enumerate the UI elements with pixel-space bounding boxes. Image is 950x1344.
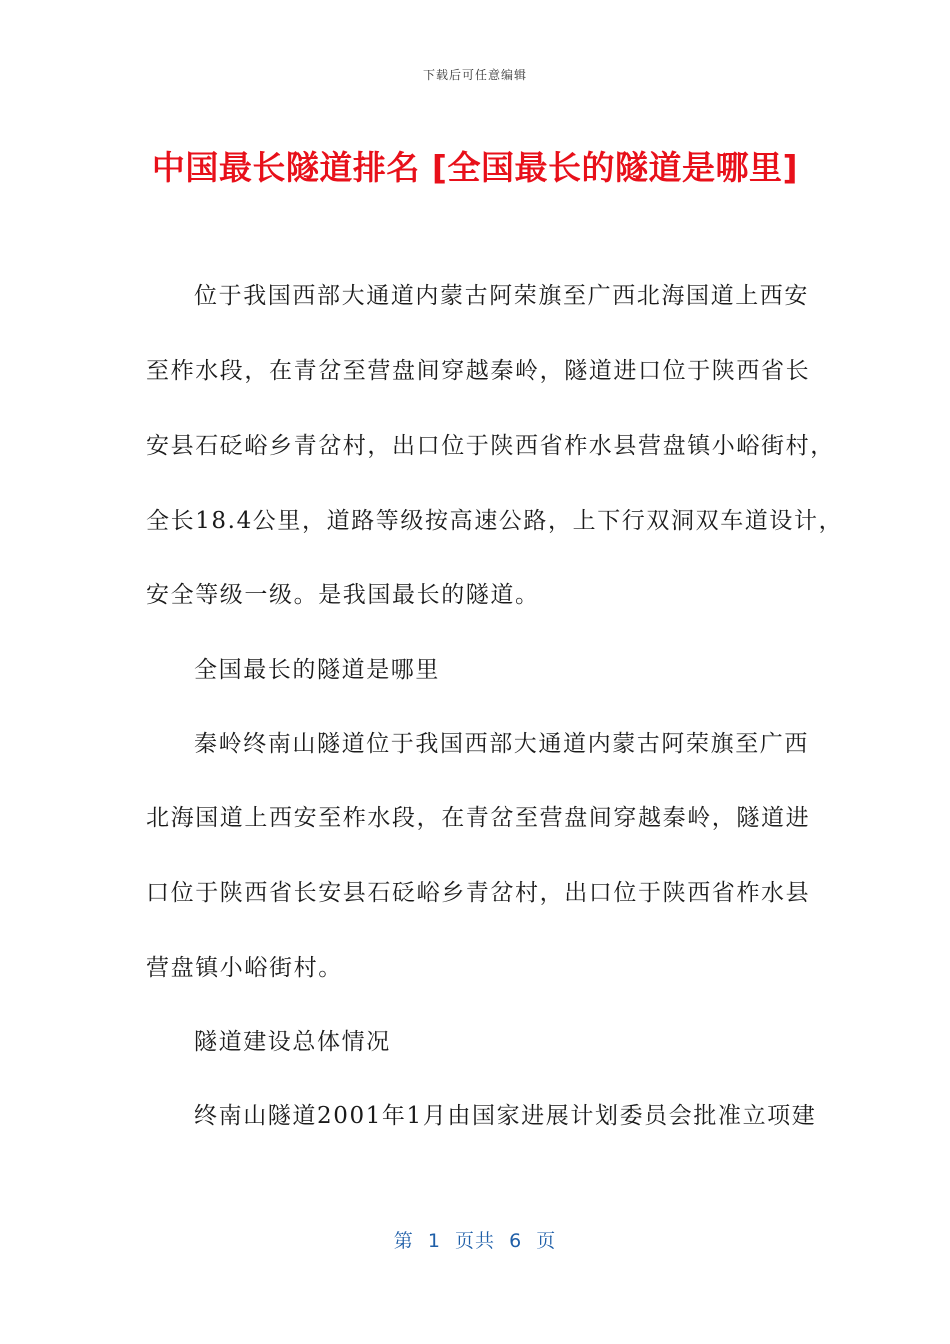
body-line: 至柞水段，在青岔至营盘间穿越秦岭，隧道进口位于陕西省长 [146,358,811,384]
body-line: 口位于陕西省长安县石砭峪乡青岔村，出口位于陕西省柞水县 [146,880,811,906]
body-line: 营盘镇小峪街村。 [146,955,343,981]
body-line: 秦岭终南山隧道位于我国西部大通道内蒙古阿荣旗至广西 [194,731,809,757]
body-line: 位于我国西部大通道内蒙古阿荣旗至广西北海国道上西安 [194,283,809,309]
body-line: 终南山隧道2001年1月由国家进展计划委员会批准立项建 [194,1103,817,1129]
body-line: 北海国道上西安至柞水段，在青岔至营盘间穿越秦岭，隧道进 [146,805,811,831]
header-note: 下载后可任意编辑 [422,68,527,82]
body-line: 全长18.4公里，道路等级按高速公路，上下行双洞双车道设计， [146,508,844,534]
body-line: 安县石砭峪乡青岔村，出口位于陕西省柞水县营盘镇小峪街村， [146,433,835,459]
section-heading: 全国最长的隧道是哪里 [194,657,440,683]
page-number-footer: 第 1 页共 6 页 [393,1230,557,1252]
section-heading: 隧道建设总体情况 [194,1029,391,1055]
document-title: 中国最长隧道排名 [全国最长的隧道是哪里] [151,148,799,187]
body-line: 安全等级一级。是我国最长的隧道。 [146,582,540,608]
